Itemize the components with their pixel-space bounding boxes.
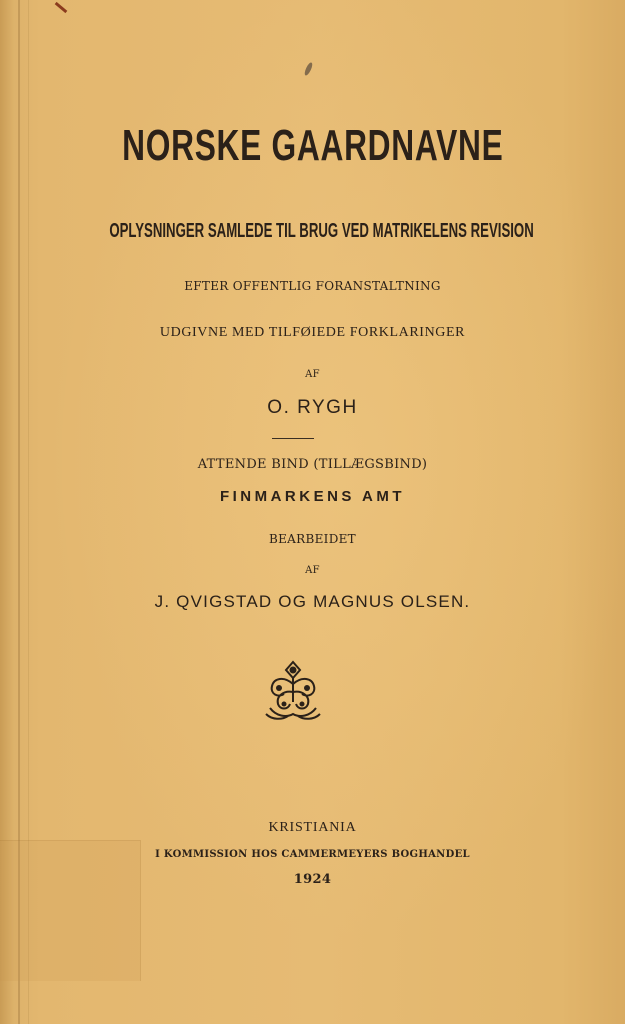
subtitle-line xyxy=(0,220,625,243)
author-name: O. RYGH xyxy=(267,397,358,418)
ink-speck xyxy=(303,62,313,77)
city-line: KRISTIANIA xyxy=(268,820,357,835)
volume-line: ATTENDE BIND (TILLÆGSBIND) xyxy=(197,457,428,472)
divider-rule xyxy=(272,438,314,439)
editors-line: J. QVIGSTAD OG MAGNUS OLSEN. xyxy=(154,592,471,611)
udgivne-line: UDGIVNE MED TILFØIEDE FORKLARINGER xyxy=(159,325,466,340)
book-subtitle: OPLYSNINGER SAMLEDE TIL BRUG VED MATRIKELENS REVISION xyxy=(109,220,534,242)
af-line-2: AF xyxy=(305,565,320,576)
publisher-line: I KOMMISSION HOS CAMMERMEYERS BOGHANDEL xyxy=(155,849,470,860)
year-line: 1924 xyxy=(293,872,332,887)
af-line-1: AF xyxy=(305,369,320,380)
bearbeidet-line: BEARBEIDET xyxy=(269,532,356,546)
efter-line: EFTER OFFENTLIG FORANSTALTNING xyxy=(184,279,441,293)
corner-mark xyxy=(55,2,68,13)
county-title: FINMARKENS AMT xyxy=(219,488,406,505)
book-title-line xyxy=(0,120,625,171)
paper-stain xyxy=(0,840,141,981)
book-title: NORSKE GAARDNAVNE xyxy=(121,121,504,170)
printer-ornament-icon xyxy=(262,658,324,722)
